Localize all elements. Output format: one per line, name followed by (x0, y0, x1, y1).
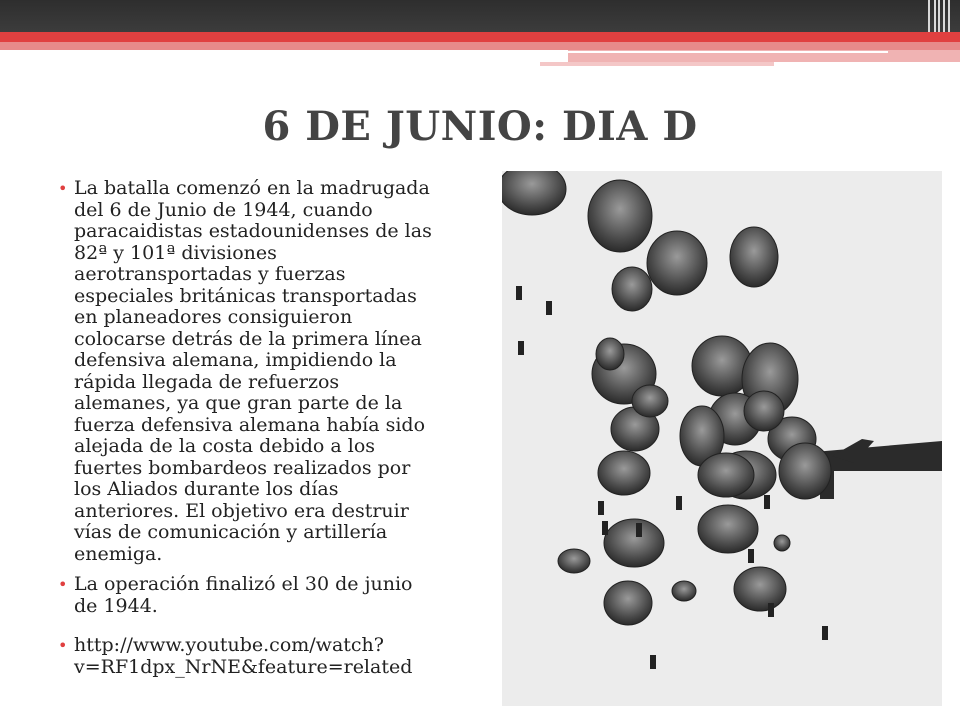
bullet-list (58, 178, 438, 678)
paratroopers-illustration (502, 171, 942, 706)
bullet-item (58, 574, 438, 617)
slide-title: 6 DE JUNIO: DIA D (262, 103, 698, 150)
bullet-item (58, 178, 438, 565)
accent-stripe-secondary (0, 42, 960, 50)
top-decorative-bar (0, 0, 960, 32)
bullet-text: La operación finalizó el 30 de junio de 1944. (74, 573, 413, 617)
accent-stripe-quaternary (540, 62, 774, 66)
bullet-dot-icon: • (58, 636, 68, 655)
accent-stripe-tertiary (568, 50, 960, 62)
bullet-dot-icon: • (58, 575, 68, 594)
bullet-dot-icon: • (58, 179, 68, 198)
bullet-text: La batalla comenzó en la madrugada del 6 de Junio de 1944, cuando paracaidistas estadounidenses de las 82ª y 101ª divisiones aerotransportadas y fuerzas especiales británicas transportadas en planeadores consiguieron colocarse detrás de la primera línea defensiva alemana, impidiendo la rápida llegada de refuerzos alemanes, ya que gran parte de la fuerza defensiva alemana había sido alejada de la costa debido a los fuertes bombardeos realizados por los Aliados durante los días anteriores. El objetivo era destruir vías de comunicación y artillería enemiga. (74, 177, 432, 565)
paratroopers-photo (502, 171, 942, 706)
slide-body (58, 178, 438, 687)
video-link[interactable]: http://www.youtube.com/watch?v=RF1dpx_NrNE&feature=related (74, 634, 413, 678)
bullet-item-link[interactable] (58, 635, 438, 678)
accent-stripe-primary (0, 32, 960, 42)
